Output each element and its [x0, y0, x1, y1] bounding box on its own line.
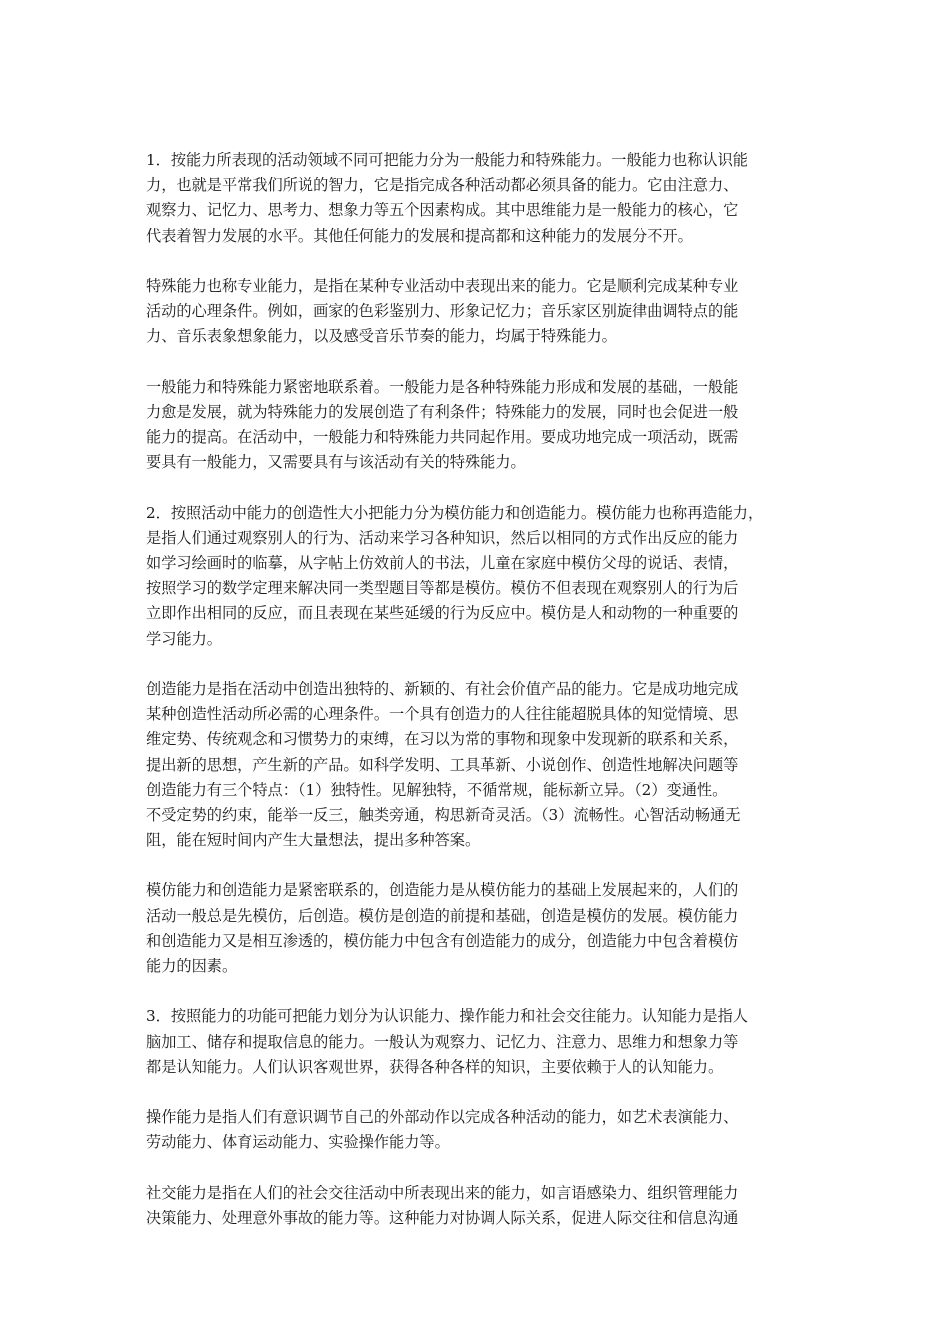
text-line: 力、音乐表象想象能力，以及感受音乐节奏的能力，均属于特殊能力。	[146, 327, 617, 346]
text-line: 活动的心理条件。例如，画家的色彩鉴别力、形象记忆力；音乐家区别旋律曲调特点的能	[146, 302, 739, 321]
paragraph	[146, 148, 810, 249]
text-line: 活动一般总是先模仿，后创造。模仿是创造的前提和基础，创造是模仿的发展。模仿能力	[146, 906, 739, 925]
text-line: 是指人们通过观察别人的行为、活动来学习各种知识，然后以相同的方式作出反应的能力	[146, 528, 739, 547]
text-line: 按照学习的数学定理来解决同一类型题目等都是模仿。模仿不但表现在观察别人的行为后	[146, 579, 739, 598]
text-line: 观察力、记忆力、思考力、想象力等五个因素构成。其中思维能力是一般能力的核心，它	[146, 201, 739, 220]
text-line: 决策能力、处理意外事故的能力等。这种能力对协调人际关系，促进人际交往和信息沟通	[146, 1208, 739, 1227]
text-line: 提出新的思想，产生新的产品。如科学发明、工具革新、小说创作、创造性地解决问题等	[146, 755, 739, 774]
document-page	[146, 148, 810, 1256]
paragraph	[146, 1181, 810, 1231]
text-line: 劳动能力、体育运动能力、实验操作能力等。	[146, 1133, 450, 1152]
text-line: 阻，能在短时间内产生大量想法，提出多种答案。	[146, 831, 481, 850]
paragraph	[146, 274, 810, 350]
paragraph	[146, 375, 810, 476]
text-line: 创造能力有三个特点：（1）独特性。见解独特，不循常规，能标新立异。（2）变通性。	[146, 780, 728, 799]
text-line: 和创造能力又是相互渗透的，模仿能力中包含有创造能力的成分，创造能力中包含着模仿	[146, 931, 739, 950]
paragraph	[146, 677, 810, 853]
text-line: 代表着智力发展的水平。其他任何能力的发展和提高都和这种能力的发展分不开。	[146, 226, 693, 245]
text-line: 都是认知能力。人们认识客观世界，获得各种各样的知识，主要依赖于人的认知能力。	[146, 1057, 724, 1076]
text-line: 力，也就是平常我们所说的智力，它是指完成各种活动都必须具备的能力。它由注意力、	[146, 176, 739, 195]
text-line: 维定势、传统观念和习惯势力的束缚，在习以为常的事物和现象中发现新的联系和关系，	[146, 730, 739, 749]
document-body	[146, 148, 810, 1231]
text-line: 社交能力是指在人们的社会交往活动中所表现出来的能力，如言语感染力、组织管理能力	[146, 1183, 739, 1202]
text-line: 模仿能力和创造能力是紧密联系的，创造能力是从模仿能力的基础上发展起来的，人们的	[146, 881, 739, 900]
text-line: 力愈是发展，就为特殊能力的发展创造了有利条件；特殊能力的发展，同时也会促进一般	[146, 402, 739, 421]
text-line: 操作能力是指人们有意识调节自己的外部动作以完成各种活动的能力，如艺术表演能力、	[146, 1108, 739, 1127]
text-line: 能力的提高。在活动中，一般能力和特殊能力共同起作用。要成功地完成一项活动，既需	[146, 428, 739, 447]
paragraph	[146, 501, 810, 652]
text-line: 要具有一般能力，又需要具有与该活动有关的特殊能力。	[146, 453, 526, 472]
paragraph	[146, 1105, 810, 1155]
text-line: 创造能力是指在活动中创造出独特的、新颖的、有社会价值产品的能力。它是成功地完成	[146, 679, 739, 698]
text-line: 3．按照能力的功能可把能力划分为认识能力、操作能力和社会交往能力。认知能力是指人	[146, 1007, 748, 1026]
paragraph	[146, 1004, 810, 1080]
text-line: 1．按能力所表现的活动领域不同可把能力分为一般能力和特殊能力。一般能力也称认识能	[146, 151, 748, 169]
text-line: 立即作出相同的反应，而且表现在某些延缓的行为反应中。模仿是人和动物的一种重要的	[146, 604, 739, 623]
text-line: 2．按照活动中能力的创造性大小把能力分为模仿能力和创造能力。模仿能力也称再造能力，	[146, 503, 764, 522]
paragraph	[146, 878, 810, 979]
text-line: 特殊能力也称专业能力，是指在某种专业活动中表现出来的能力。它是顺利完成某种专业	[146, 276, 739, 295]
text-line: 学习能力。	[146, 629, 222, 648]
text-line: 不受定势的约束，能举一反三，触类旁通，构思新奇灵活。（3）流畅性。心智活动畅通无	[146, 805, 741, 824]
text-line: 能力的因素。	[146, 957, 238, 975]
text-line: 脑加工、储存和提取信息的能力。一般认为观察力、记忆力、注意力、思维力和想象力等	[146, 1032, 739, 1051]
text-line: 一般能力和特殊能力紧密地联系着。一般能力是各种特殊能力形成和发展的基础，一般能	[146, 377, 739, 396]
text-line: 某种创造性活动所必需的心理条件。一个具有创造力的人往往能超脱具体的知觉情境、思	[146, 705, 739, 724]
text-line: 如学习绘画时的临摹，从字帖上仿效前人的书法，儿童在家庭中模仿父母的说话、表情，	[146, 554, 739, 572]
